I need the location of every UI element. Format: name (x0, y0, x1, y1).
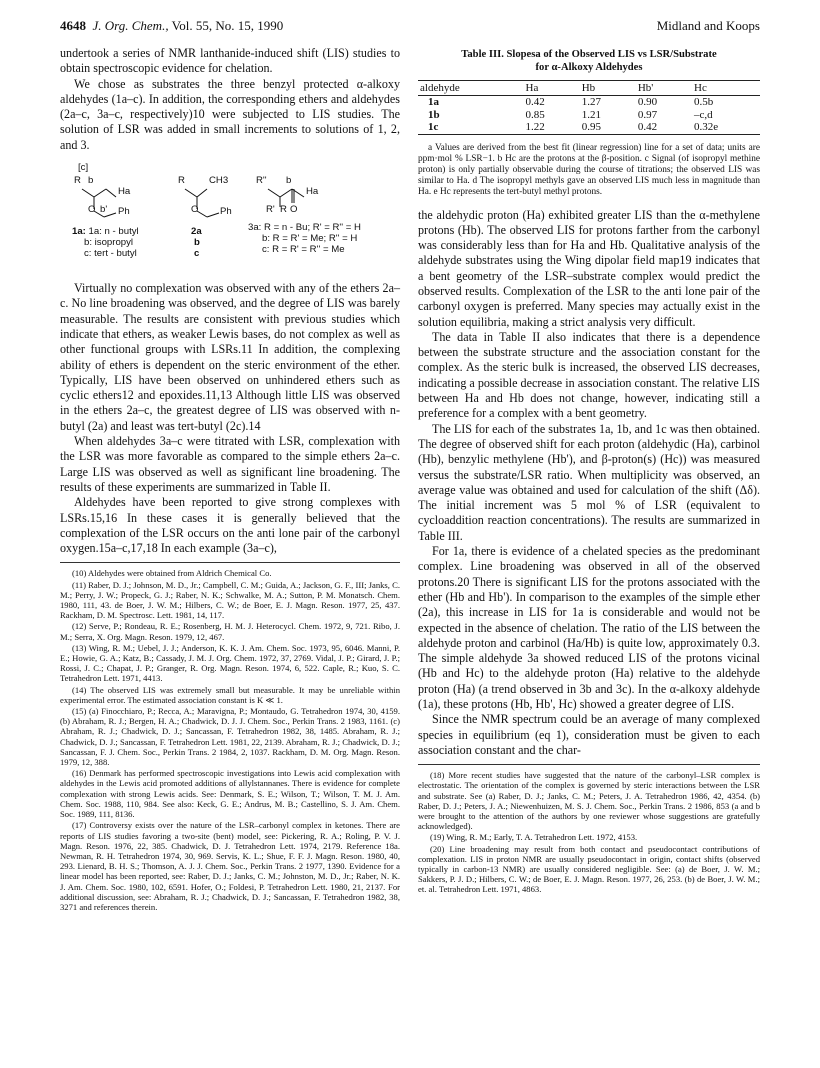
table-row (418, 96, 760, 109)
table-header: Hb' (636, 81, 692, 96)
table-header: aldehyde (418, 81, 524, 96)
table-cell: 0.42 (525, 96, 545, 108)
structure1-label-o: O (88, 204, 96, 216)
paragraph: Aldehydes have been reported to give strong complexes with LSRs.15,16 In these cases it is generally believed that the complexation of the LSR occurs on the anti lone pair of the carbonyl oxygen.15a–c,17,18 In each example (3a–c), (60, 495, 400, 556)
page-number: 4648 (60, 18, 86, 33)
table-title (418, 48, 760, 74)
table-header-row (418, 81, 760, 96)
footnote-divider (60, 562, 400, 563)
paragraph: For 1a, there is evidence of a chelated species as the predominant complex. Line broadening was observed in all of the observed protons.20 There is significant LIS for the protons associated with the ether (Hb and Hb'). In comparison to the examples of the simple ether (2a), this increase in LIS for 1a is considerable and would not be expected in the absence of chelation. The ratio of the LIS between the aldehyde proton and carbinol (Ha/Hb) is quite low, approximately 0.3. The simple aldehyde 3a showed reduced LIS of the protons vicinal (Hb and Hc) to the aldehyde proton (Ha) relative to the aldehyde proton (Ha) (a trend observed in 3b and 3c). In the α-alkoxy aldehyde (1a), these protons (Hb, Hb', Hc) showed a greater degree of LIS. (418, 544, 760, 711)
footnote-divider (418, 764, 760, 765)
structure1-label-c: [c] (78, 162, 89, 174)
structure2-label-ch3: CH3 (209, 175, 229, 187)
running-header (60, 18, 760, 34)
structure3-label-rdouble: R'' (256, 175, 267, 187)
structures-figure (60, 159, 400, 275)
paragraph: We chose as substrates the three benzyl protected α-alkoxy aldehydes (1a–c). In addition, the corresponding ethers and aldehydes (2a–c, 3a–c, respectively)10 were subjected to LIS studies. The solution of LSR was added in small increments to solutions of 1, 2, and 3. (60, 76, 400, 152)
footnote: (19) Wing, R. M.; Early, T. A. Tetrahedron Lett. 1972, 4153. (430, 832, 638, 843)
table-cell: 1c (418, 121, 524, 134)
paragraph: Virtually no complexation was observed with any of the ethers 2a–c. No line broadening was observed, and the degree of LIS was barely measurable. The results are consistent with previous studies which indicate that ethers, as weaker Lewis bases, do not complex as well as other functional groups with LSRs.11 In addition, the complexing ability of ethers is dependent on the steric environment of the ether. Typically, LIS have been observed on unhindered ethers such as cyclic ethers12 and epoxides.11,13 Although little LIS was observed in the ethers 2a–c, the greatest degree of LIS was observed with n-butyl (2a) and least was tert-butyl (2c).14 (60, 281, 400, 433)
footnote: (20) Line broadening may result from both contact and pseudocontact contributions of complexation. LIS in proton NMR are usually pseudocontact in origin, contact shifts (observed typically in carbon-13 NMR) are usually considered negligible. See: (a) de Boer, J. W. M.; Sakkers, P. J. D.; Hilbers, C. W.; de Boer, E. J. Magn. Reson. 1977, 26, 253. (b) de Boer, J. W. M.; et. al. Tetrahedron Lett. 1971, 4863. (418, 843, 760, 895)
structure3-caption-3: c: R = R' = R'' = Me (262, 244, 345, 256)
table-cell: 1b (428, 108, 440, 121)
right-column (418, 46, 760, 896)
footnote: (14) The observed LIS was extremely small but measurable. It may be unreliable within experimental error. The estimated association constant is K ≪ 1. (60, 684, 400, 705)
table-cell: 0.90 (637, 96, 658, 108)
table-cell: 1a (428, 96, 439, 108)
structure3-label-b: b (286, 175, 292, 187)
paragraph: undertook a series of NMR lanthanide-induced shift (LIS) studies to obtain spectroscopic evidence for chelation. (60, 46, 400, 76)
footnotes-right (418, 770, 760, 894)
table-cell: 1.22 (524, 121, 580, 134)
structure3-label-o: O (290, 204, 298, 216)
structure2-label-r: R (178, 175, 185, 187)
table-row (418, 109, 760, 122)
table-cell: 1.27 (581, 96, 601, 108)
structure1-caption-2: b: isopropyl (84, 237, 134, 249)
structure3-caption-2: b: R = R' = Me; R'' = H (262, 233, 358, 245)
footnote: (11) Raber, D. J.; Johnson, M. D., Jr.; Campbell, C. M.; Guida, A.; Jackson, G. F., III; Janks, C. M.; Perry, J. W.; Propeck, G. J.; Raber, N. K.; Schwalke, M. A.; Sutton, P. M. Monatsch. Chem. 1980, 111, 43. de Boer, J. W. M.; Hilbers, C. W.; de Boer, E. J. Magn. Reson. 1977, 25, 437. Rackham, D. M. Spectrosc. Lett. 1981, 14, 117. (60, 579, 400, 621)
table-cell: 0.85 (525, 108, 545, 121)
table-cell: 0.95 (580, 121, 636, 134)
footnotes-left (60, 568, 400, 912)
journal-name: J. Org. Chem., (92, 18, 169, 33)
footnote: (12) Serve, P.; Rondeau, R. E.; Rosenberg, H. M. J. Heterocycl. Chem. 1972, 9, 721. Ribo, J. M.; Serra, X. Org. Magn. Reson. 1979, 12, 467. (60, 621, 400, 642)
table-cell: 0.5b (694, 96, 714, 108)
structure2-label-ph: Ph (220, 206, 232, 218)
footnote: (13) Wing, R. M.; Uebel, J. J.; Anderson, K. K. J. Am. Chem. Soc. 1973, 95, 6046. Manni, P. E.; Howie, G. A.; Katz, B.; Cassady, J. M. J. Org. Chem. 1972, 37, 2769. Vidal, J. P.; Girard, J. P.; Rossi, J. C.; Chapat, J. P.; Granger, R. Org. Magn. Reson. 1974, 6, 522. Caple, R.; Kuo, S. C. Tetrahedron Lett. 1971, 4413. (60, 642, 400, 684)
paragraph: the aldehydic proton (Ha) exhibited greater LIS than the α-methylene protons (Hb). The observed LIS for protons farther from the carbonyl was considerably less than for Ha and Hb. Qualitative analysis of the aldehyde substrates using the Wing dipolar field map19 indicates that a bent geometry of the LSR–substrate complex would predict the observed results. Complexation of the LSR to the anti lone pair of the carbonyl oxygen is preferred. Many species may actually exist in the solution equilibria, making a strict analysis very difficult. (418, 207, 760, 329)
structure2-caption-2: b (194, 237, 200, 249)
structure1-label-b: b (88, 175, 94, 187)
table-cell: 0.32e (692, 121, 760, 134)
footnote: (15) (a) Finocchiaro, P.; Recca, A.; Maravigna, P.; Montaudo, G. Tetrahedron 1974, 30, 4159. (b) Abraham, R. J.; Bergen, H. A.; Chadwick, D. J. J. Chem. Soc., Perkin Trans. 2 1983, 1161. (c) Abraham, R. J.; Chadwick, D. J.; Sancassan, F. Tetrahedron 1982, 38, 1485. Abraham, R. J.; Chadwick, D. J.; Sancassan, F. Tetrahedron Lett. 1981, 22, 2139. Abraham, R. J.; Chadwick, D. J.; Sancassan, F. J. Chem. Soc., Perkin Trans. 2 1984, 2, 1037. Rackham, D. M. Org. Magn. Reson. 1979, 12, 388. (60, 706, 400, 768)
header-authors: Midland and Koops (656, 18, 760, 33)
structure2-label-o: O (191, 204, 199, 216)
table-row (418, 121, 760, 134)
footnote: (10) Aldehydes were obtained from Aldrich Chemical Co. (72, 568, 272, 579)
footnote: (18) More recent studies have suggested that the nature of the carbonyl–LSR complex is electrostatic. The orientation of the complex is governed by steric interactions between the LSR and substrate. See (a) Raber, D. J.; Janks, C. M.; Peters, J. A. Tetrahedron 1986, 42, 4354. (b) Raber, D. J.; Peters, J. A.; Niewenhuizen, M. S. J. Chem. Soc., Perkin Trans. 2 1986, 853 (a and b were brought to the attention of the authors by one reviewer whose suggestions are gratefully acknowledged). (418, 770, 760, 832)
table-header: Hb (580, 81, 636, 96)
structure1-caption-3: c: tert - butyl (84, 248, 137, 260)
structure2-caption-1: 2a (191, 226, 202, 238)
footnote: (17) Controversy exists over the nature of the LSR–carbonyl complex in ketones. There are reports of LIS studies favoring a two-site (bent) model, see: Pickering, R. A.; Roling, P. V. J. Magn. Reson. 1976, 22, 385. Chadwick, D. J. Tetrahedron Lett. 1974, 2179. Reference 18a. Newman, R. H. Tetrahedron 1974, 30, 969. Servis, K. L.; Shue, F. F. J. Magn. Reson. 1980, 40, 293. Lienard, B. H. S.; Thomson, A. J. J. Chem. Soc., Perkin Trans. 2 1977, 1390. Evidence for a linear model has been reported, see: Raber, D. J.; Janks, C. M.; Johnston, M. D., Jr.; Raber, N. K. J. Am. Chem. Soc. 1980, 102, 6591. Hofer, O.; Foldesi, P. Tetrahedron Lett. 1980, 21, 2137. For additional discussion, see: Abraham, R. J.; Chadwick, D. J.; Sancassan, F. Tetrahedron 1982, 38, 3271 and references therein. (60, 820, 400, 912)
structure3-label-r: R (280, 204, 287, 216)
table-cell: 0.42 (636, 121, 692, 134)
table-title-line1: Table III. Slopesa of the Observed LIS vs LSR/Substrate (461, 49, 717, 60)
structure1-label-ha: Ha (118, 186, 131, 198)
table-header: Hc (692, 81, 760, 96)
paragraph: The data in Table II also indicates that there is a dependence between the substrate structure and the association constant for the complex. As the steric bulk is increased, the observed LIS decreases, indicating a possible decrease in association constant. The relative LIS between Ha and Hb does not change, however, indicating still a preference for a complex with a bent geometry. (418, 329, 760, 421)
lis-slopes-table (418, 80, 760, 135)
structure3-caption-1: 3a: R = n - Bu; R' = R'' = H (248, 222, 361, 234)
structure1-label-bprime: b' (100, 204, 108, 216)
paragraph: When aldehydes 3a–c were titrated with LSR, complexation with the LSR was more favorable as compared to the simple ethers 2a–c. Large LIS was observed as well as significant line broadening. The results of these experiments are summarized in Table II. (60, 434, 400, 494)
structure1-caption-1: 1a: 1a: n - butyl (72, 226, 139, 238)
structure2-caption-3: c (194, 248, 200, 260)
table-cell: 1.21 (581, 108, 601, 121)
header-left (60, 18, 283, 34)
paragraph: Since the NMR spectrum could be an average of many complexed species in equilibrium (eq 1), consideration must be given to each association constant and the char- (418, 712, 760, 757)
structure1-label-r: R (74, 175, 81, 187)
structure3-label-ha: Ha (306, 186, 319, 198)
table-header: Ha (524, 81, 580, 96)
paragraph: The LIS for each of the substrates 1a, 1b, and 1c was then obtained. The degree of observed shift for each proton (aldehydic (Ha), carbinol (Hb), benzylic methylene (Hb'), and β-proton(s) (Hc)) was measured versus the substrate/LSR ratio. When multiplicity was observed, an average value was obtained and used for calculation of the shift (Δδ). The initial increment was 5 mol % of LSR (equivalent to cycloaddition reaction concentrations). The results are summarized in Table III. (418, 421, 760, 543)
structure3-label-rprime: R' (266, 204, 275, 216)
journal-volume: Vol. 55, No. 15, 1990 (171, 18, 284, 33)
left-column (60, 46, 400, 913)
structure1-label-ph: Ph (118, 206, 130, 218)
table-cell: 0.97 (637, 108, 658, 121)
footnote: (16) Denmark has performed spectroscopic investigations into Lewis acid complexation with aldehydes in the Lewis acid promoted additions of allylstannanes. There is evidence for complete complexation with strong Lewis acids. See: Denmark, S. E.; Wilson, T.; Wilson, T. M. J. Am. Chem. Soc. 1988, 110, 984. See also: Keck, G. E.; Andrus, M. B.; Castellino, S. J. Am. Chem. Soc. 1989, 111, 8136. (60, 768, 400, 820)
table-cell: –c,d (694, 108, 713, 121)
table-footnotes: a Values are derived from the best fit (linear regression) line for a set of data; units are ppm·mol % LSR−1. b Hc are the protons at the β-position. c Signal (of isopropyl methine proton) is only partially observable during the course of titrations; the observed LIS was similar to Ha. d The isopropyl methyls gave an observed LIS much less in magnitude than Ha. e Hc represents the tert-butyl methyl protons. (418, 142, 760, 197)
table-title-line2: for α-Alkoxy Aldehydes (535, 62, 643, 73)
